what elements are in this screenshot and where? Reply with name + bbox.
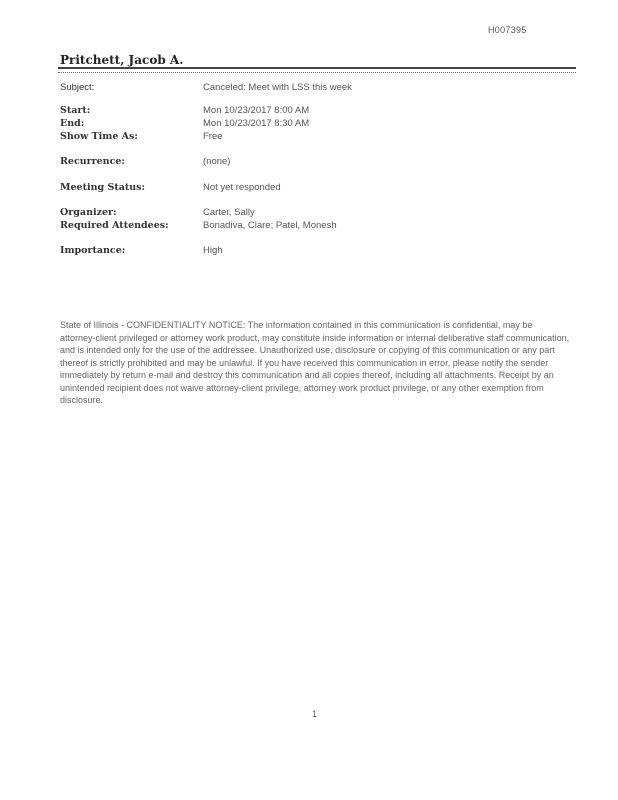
mailbox-owner-name: Pritchett, Jacob A. bbox=[60, 53, 184, 67]
subject-label: Subject: bbox=[60, 82, 95, 93]
header-divider bbox=[58, 67, 576, 73]
meeting-status-label: Meeting Status: bbox=[60, 182, 146, 193]
required-attendees-row bbox=[60, 219, 560, 233]
recurrence-row bbox=[60, 155, 560, 169]
bates-number: H007395 bbox=[488, 25, 527, 35]
end-value: Mon 10/23/2017 8:30 AM bbox=[203, 118, 310, 129]
importance-row bbox=[60, 244, 560, 258]
subject-row bbox=[60, 81, 560, 95]
start-value: Mon 10/23/2017 8:00 AM bbox=[203, 105, 310, 116]
subject-value: Canceled: Meet with LSS this week bbox=[203, 82, 352, 93]
required-attendees-value: Bonadiva, Clare; Patel, Monesh bbox=[203, 220, 337, 231]
start-row bbox=[60, 104, 560, 118]
organizer-row bbox=[60, 206, 560, 220]
show-time-as-label: Show Time As: bbox=[60, 131, 138, 142]
organizer-label: Organizer: bbox=[60, 207, 117, 218]
end-label: End: bbox=[60, 118, 85, 129]
show-time-as-row bbox=[60, 130, 560, 144]
page-number: 1 bbox=[312, 709, 318, 719]
meeting-status-value: Not yet responded bbox=[203, 182, 281, 193]
importance-label: Importance: bbox=[60, 245, 126, 256]
recurrence-label: Recurrence: bbox=[60, 156, 125, 167]
importance-value: High bbox=[203, 245, 223, 256]
confidentiality-notice: State of Illinois - CONFIDENTIALITY NOTICE: The information contained in this communication is confidential, may be attorney-client privileged or attorney work product, may constitute inside information or internal deliberative staff communication, and is intended only for the use of the addressee. Unauthorized use, disclosure or copying of this communication or any part thereof is strictly prohibited and may be unlawful. If you have received this communication in error, please notify the sender immediately by return e-mail and destroy this communication and all copies thereof, including all attachments. Receipt by an unintended recipient does not waive attorney-client privilege, attorney work product privilege, or any other exemption from disclosure. bbox=[60, 320, 570, 405]
start-label: Start: bbox=[60, 105, 91, 116]
show-time-as-value: Free bbox=[203, 131, 223, 142]
organizer-value: Carter, Sally bbox=[203, 207, 255, 218]
meeting-status-row bbox=[60, 181, 560, 195]
required-attendees-label: Required Attendees: bbox=[60, 220, 169, 231]
recurrence-value: (none) bbox=[203, 156, 231, 167]
end-row bbox=[60, 117, 560, 131]
